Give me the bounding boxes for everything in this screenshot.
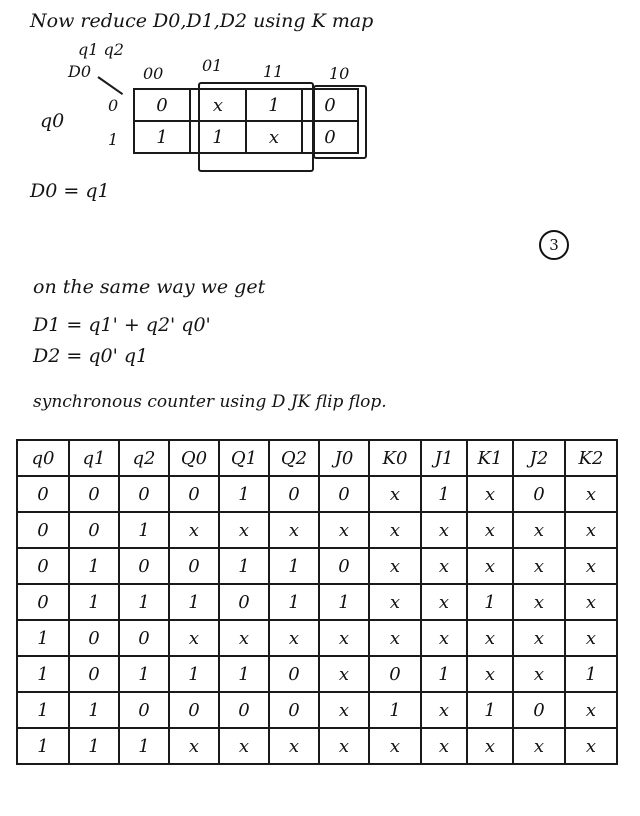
kmap-cell: 1: [246, 89, 302, 121]
result-d0: D0 = q1: [30, 180, 110, 202]
table-cell: 0: [119, 620, 169, 656]
table-cell: 0: [17, 584, 69, 620]
table-cell: 1: [119, 512, 169, 548]
kmap-cell: x: [190, 89, 246, 121]
heading-text: Now reduce D0,D1,D2 using K map: [30, 10, 374, 32]
table-header-cell: Q0: [169, 440, 219, 476]
table-cell: x: [319, 692, 369, 728]
table-cell: x: [467, 620, 513, 656]
table-cell: x: [513, 656, 565, 692]
table-cell: x: [421, 620, 467, 656]
table-cell: 1: [119, 656, 169, 692]
table-cell: 1: [319, 584, 369, 620]
table-cell: 0: [319, 548, 369, 584]
kmap-group-loop: [313, 85, 367, 159]
table-cell: 1: [269, 584, 319, 620]
table-cell: 0: [169, 548, 219, 584]
table-cell: 1: [69, 692, 119, 728]
table-cell: x: [565, 728, 617, 764]
table-cell: 1: [219, 548, 269, 584]
table-row: [17, 512, 617, 548]
table-cell: 1: [219, 476, 269, 512]
table-cell: x: [269, 620, 319, 656]
table-cell: x: [421, 548, 467, 584]
table-cell: 1: [269, 548, 319, 584]
table-cell: x: [369, 548, 421, 584]
table-cell: 1: [119, 728, 169, 764]
table-cell: 0: [119, 476, 169, 512]
table-row: [17, 584, 617, 620]
table-cell: x: [467, 548, 513, 584]
equation-d1: D1 = q1' + q2' q0': [33, 314, 211, 336]
table-row: [17, 692, 617, 728]
page-number-marker: 3: [539, 230, 569, 260]
table-cell: x: [169, 728, 219, 764]
table-cell: 1: [219, 656, 269, 692]
table-cell: x: [319, 656, 369, 692]
table-cell: 0: [17, 512, 69, 548]
table-cell: x: [467, 728, 513, 764]
table-cell: x: [369, 728, 421, 764]
table-cell: 1: [69, 548, 119, 584]
table-cell: 1: [467, 584, 513, 620]
excitation-table: [16, 439, 618, 765]
table-cell: 0: [119, 548, 169, 584]
table-cell: x: [369, 476, 421, 512]
table-cell: 1: [169, 584, 219, 620]
table-row: [17, 548, 617, 584]
table-cell: x: [169, 512, 219, 548]
table-header-cell: J0: [319, 440, 369, 476]
table-cell: 1: [17, 620, 69, 656]
table-cell: 1: [421, 476, 467, 512]
table-header-cell: K2: [565, 440, 617, 476]
table-cell: 1: [565, 656, 617, 692]
table-cell: 0: [219, 584, 269, 620]
table-cell: 0: [69, 512, 119, 548]
kmap-row-header: 0: [108, 96, 119, 115]
table-cell: 0: [319, 476, 369, 512]
table-header-cell: q1: [69, 440, 119, 476]
kmap-col-header: 01: [202, 56, 223, 75]
table-cell: x: [319, 728, 369, 764]
same-way-text: on the same way we get: [33, 276, 266, 298]
kmap-col-header: 10: [329, 64, 350, 83]
table-cell: x: [565, 476, 617, 512]
table-cell: 0: [17, 476, 69, 512]
table-cell: 1: [467, 692, 513, 728]
table-cell: 0: [69, 620, 119, 656]
table-cell: 1: [17, 656, 69, 692]
table-header-cell: q2: [119, 440, 169, 476]
kmap-group-loop: [198, 82, 314, 172]
table-header-cell: Q1: [219, 440, 269, 476]
table-header-cell: K1: [467, 440, 513, 476]
table-cell: x: [513, 512, 565, 548]
table-cell: 1: [17, 692, 69, 728]
table-cell: x: [369, 584, 421, 620]
section-title: synchronous counter using D JK flip flop.: [33, 392, 387, 412]
kmap-row-var-label: q0: [40, 110, 65, 132]
kmap-col-header: 11: [263, 62, 284, 81]
table-header-row: [17, 440, 617, 476]
table-cell: x: [219, 512, 269, 548]
table-cell: 1: [369, 692, 421, 728]
table-cell: 0: [269, 476, 319, 512]
table-cell: x: [169, 620, 219, 656]
table-cell: x: [319, 512, 369, 548]
table-cell: 0: [369, 656, 421, 692]
kmap-cell: 0: [302, 89, 358, 121]
table-header-cell: K0: [369, 440, 421, 476]
table-row: [17, 656, 617, 692]
table-cell: 1: [69, 584, 119, 620]
table-cell: 0: [513, 476, 565, 512]
table-cell: x: [369, 512, 421, 548]
table-cell: x: [319, 620, 369, 656]
table-header-cell: J2: [513, 440, 565, 476]
table-cell: x: [219, 728, 269, 764]
kmap-cell: 1: [134, 121, 190, 153]
table-row: [17, 620, 617, 656]
table-row: [17, 476, 617, 512]
table-cell: x: [565, 584, 617, 620]
table-cell: x: [421, 584, 467, 620]
table-cell: x: [369, 620, 421, 656]
kmap-corner-label: D0: [68, 62, 92, 81]
table-cell: 0: [513, 692, 565, 728]
table-cell: x: [565, 512, 617, 548]
table-cell: x: [565, 548, 617, 584]
table-cell: 0: [17, 548, 69, 584]
table-cell: x: [513, 620, 565, 656]
table-cell: 1: [421, 656, 467, 692]
table-cell: x: [513, 728, 565, 764]
table-cell: 1: [69, 728, 119, 764]
table-cell: 0: [69, 656, 119, 692]
table-cell: 0: [169, 692, 219, 728]
table-cell: 0: [69, 476, 119, 512]
kmap-col-header: 00: [143, 64, 164, 83]
table-header-cell: q0: [17, 440, 69, 476]
table-cell: 0: [119, 692, 169, 728]
table-cell: x: [513, 548, 565, 584]
table-cell: 1: [169, 656, 219, 692]
table-cell: x: [219, 620, 269, 656]
table-cell: 0: [219, 692, 269, 728]
table-header-cell: J1: [421, 440, 467, 476]
table-cell: x: [421, 692, 467, 728]
table-cell: x: [565, 620, 617, 656]
table-row: [17, 728, 617, 764]
table-cell: 0: [269, 656, 319, 692]
kmap-cell: x: [246, 121, 302, 153]
table-cell: x: [421, 728, 467, 764]
table-cell: x: [467, 476, 513, 512]
equation-d2: D2 = q0' q1: [33, 345, 149, 367]
table-cell: 0: [269, 692, 319, 728]
table-cell: 1: [119, 584, 169, 620]
kmap-cell: 0: [134, 89, 190, 121]
table-cell: x: [565, 692, 617, 728]
kmap-corner-diagonal: [97, 76, 123, 95]
table-cell: x: [421, 512, 467, 548]
kmap-cell: 0: [302, 121, 358, 153]
table-cell: 1: [17, 728, 69, 764]
table-cell: x: [269, 728, 319, 764]
kmap-col-var-label: q1 q2: [78, 40, 124, 59]
table-cell: x: [467, 656, 513, 692]
kmap-row-header: 1: [108, 130, 119, 149]
table-cell: x: [513, 584, 565, 620]
table-cell: x: [269, 512, 319, 548]
kmap-cell: 1: [190, 121, 246, 153]
table-header-cell: Q2: [269, 440, 319, 476]
table-cell: x: [467, 512, 513, 548]
table-cell: 0: [169, 476, 219, 512]
